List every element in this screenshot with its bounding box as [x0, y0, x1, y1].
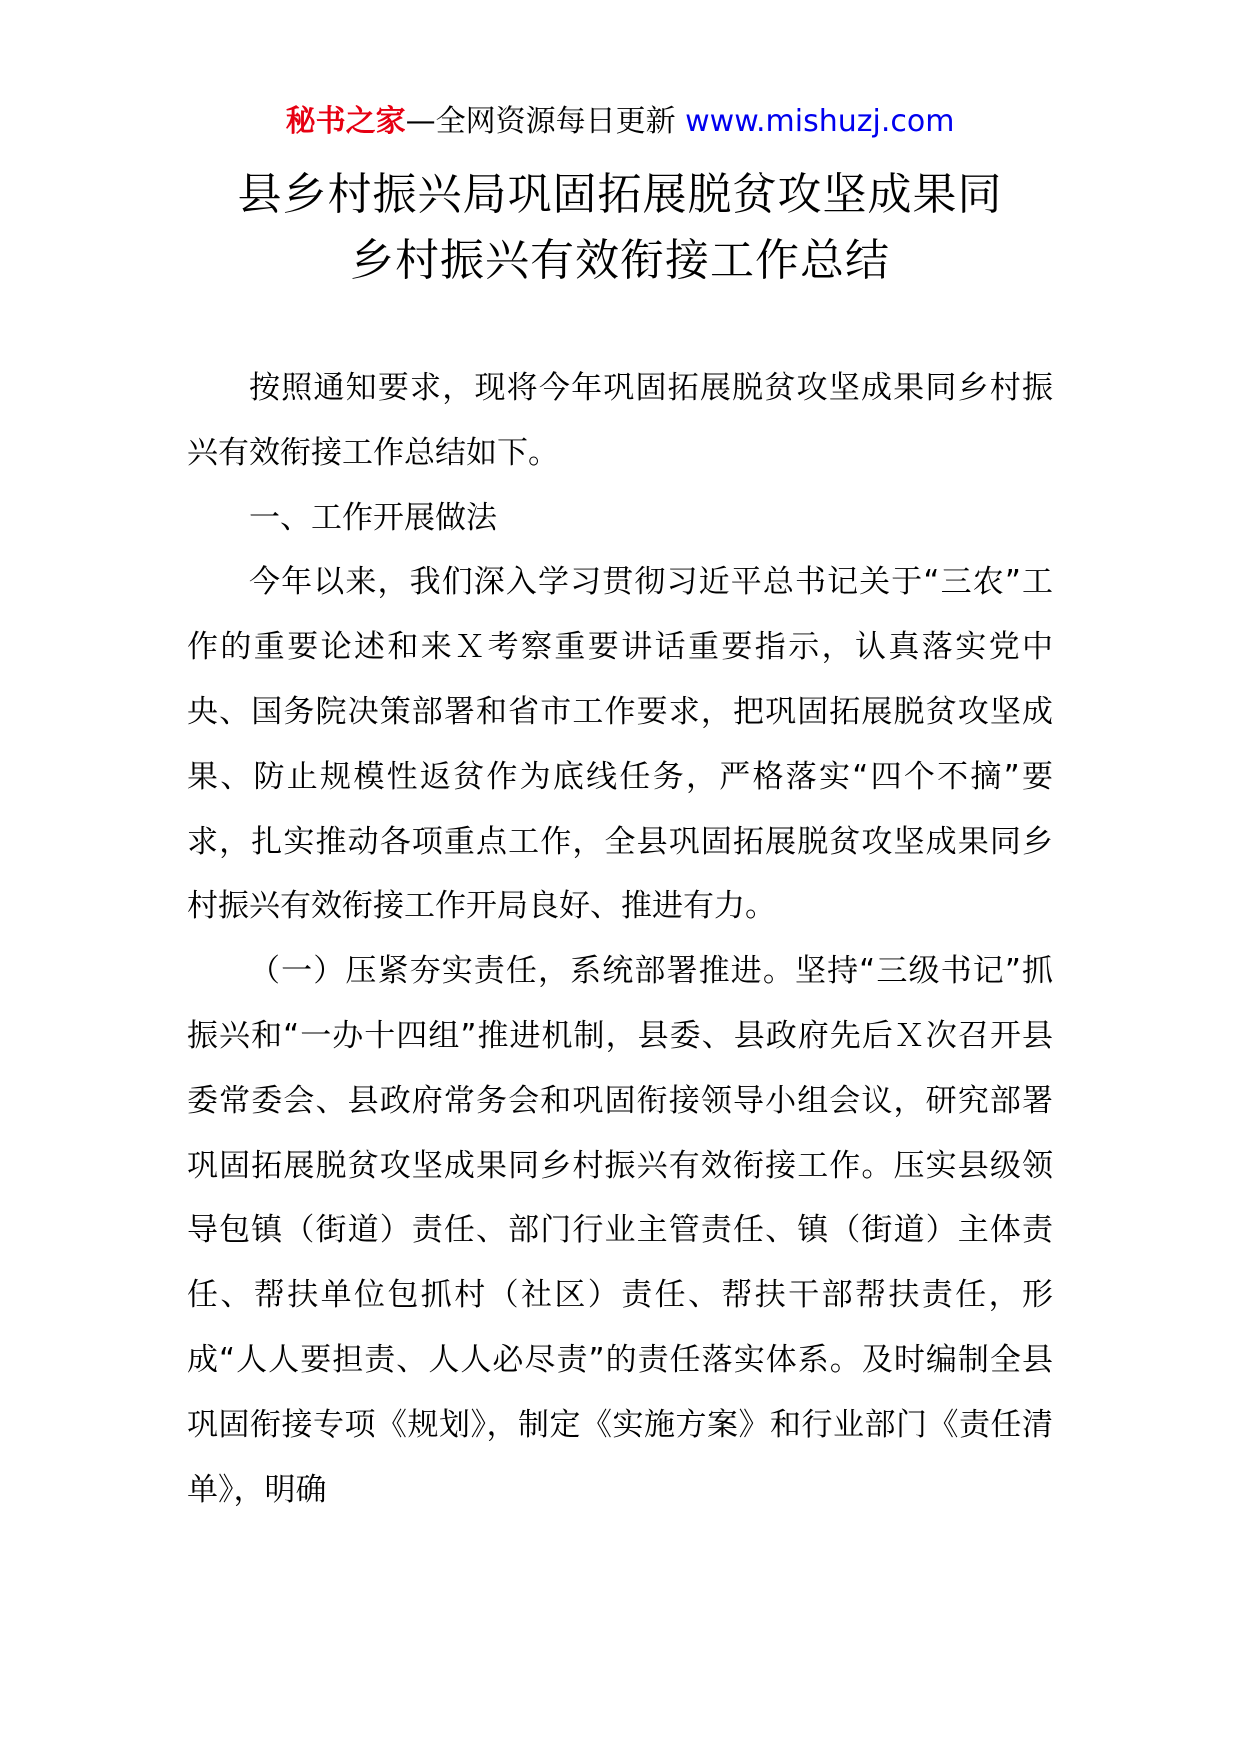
document-title [0, 162, 1240, 294]
site-brand: 秘书之家 [285, 104, 406, 139]
site-header [0, 100, 1240, 144]
site-slogan: —全网资源每日更新 [405, 104, 676, 139]
title-line-1: 县乡村振兴局巩固拓展脱贫攻坚成果同 [237, 169, 1003, 220]
document-body [187, 356, 1053, 1522]
site-url-link[interactable]: www.mishuzj.com [685, 104, 955, 139]
intro-paragraph: 按照通知要求，现将今年巩固拓展脱贫攻坚成果同乡村振兴有效衔接工作总结如下。 [187, 370, 1053, 471]
body-paragraph: （一）压紧夯实责任，系统部署推进。坚持“三级书记”抓振兴和“一办十四组”推进机制，县委、县政府先后Ｘ次召开县委常委会、县政府常务会和巩固衔接领导小组会议，研究部署巩固拓展脱贫攻坚成果同乡村振兴有效衔接工作。压实县级领导包镇（街道）责任、部门行业主管责任、镇（街道）主体责任、帮扶单位包抓村（社区）责任、帮扶干部帮扶责任，形成“人人要担责、人人必尽责”的责任落实体系。及时编制全县巩固衔接专项《规划》，制定《实施方案》和行业部门《责任清单》，明确 [187, 953, 1053, 1508]
section-heading: 一、工作开展做法 [249, 499, 497, 536]
body-paragraph: 今年以来，我们深入学习贯彻习近平总书记关于“三农”工作的重要论述和来Ｘ考察重要讲话重要指示，认真落实党中央、国务院决策部署和省市工作要求，把巩固拓展脱贫攻坚成果、防止规模性返贫作为底线任务，严格落实“四个不摘”要求，扎实推动各项重点工作，全县巩固拓展脱贫攻坚成果同乡村振兴有效衔接工作开局良好、推进有力。 [187, 564, 1053, 925]
title-line-2: 乡村振兴有效衔接工作总结 [350, 235, 890, 286]
